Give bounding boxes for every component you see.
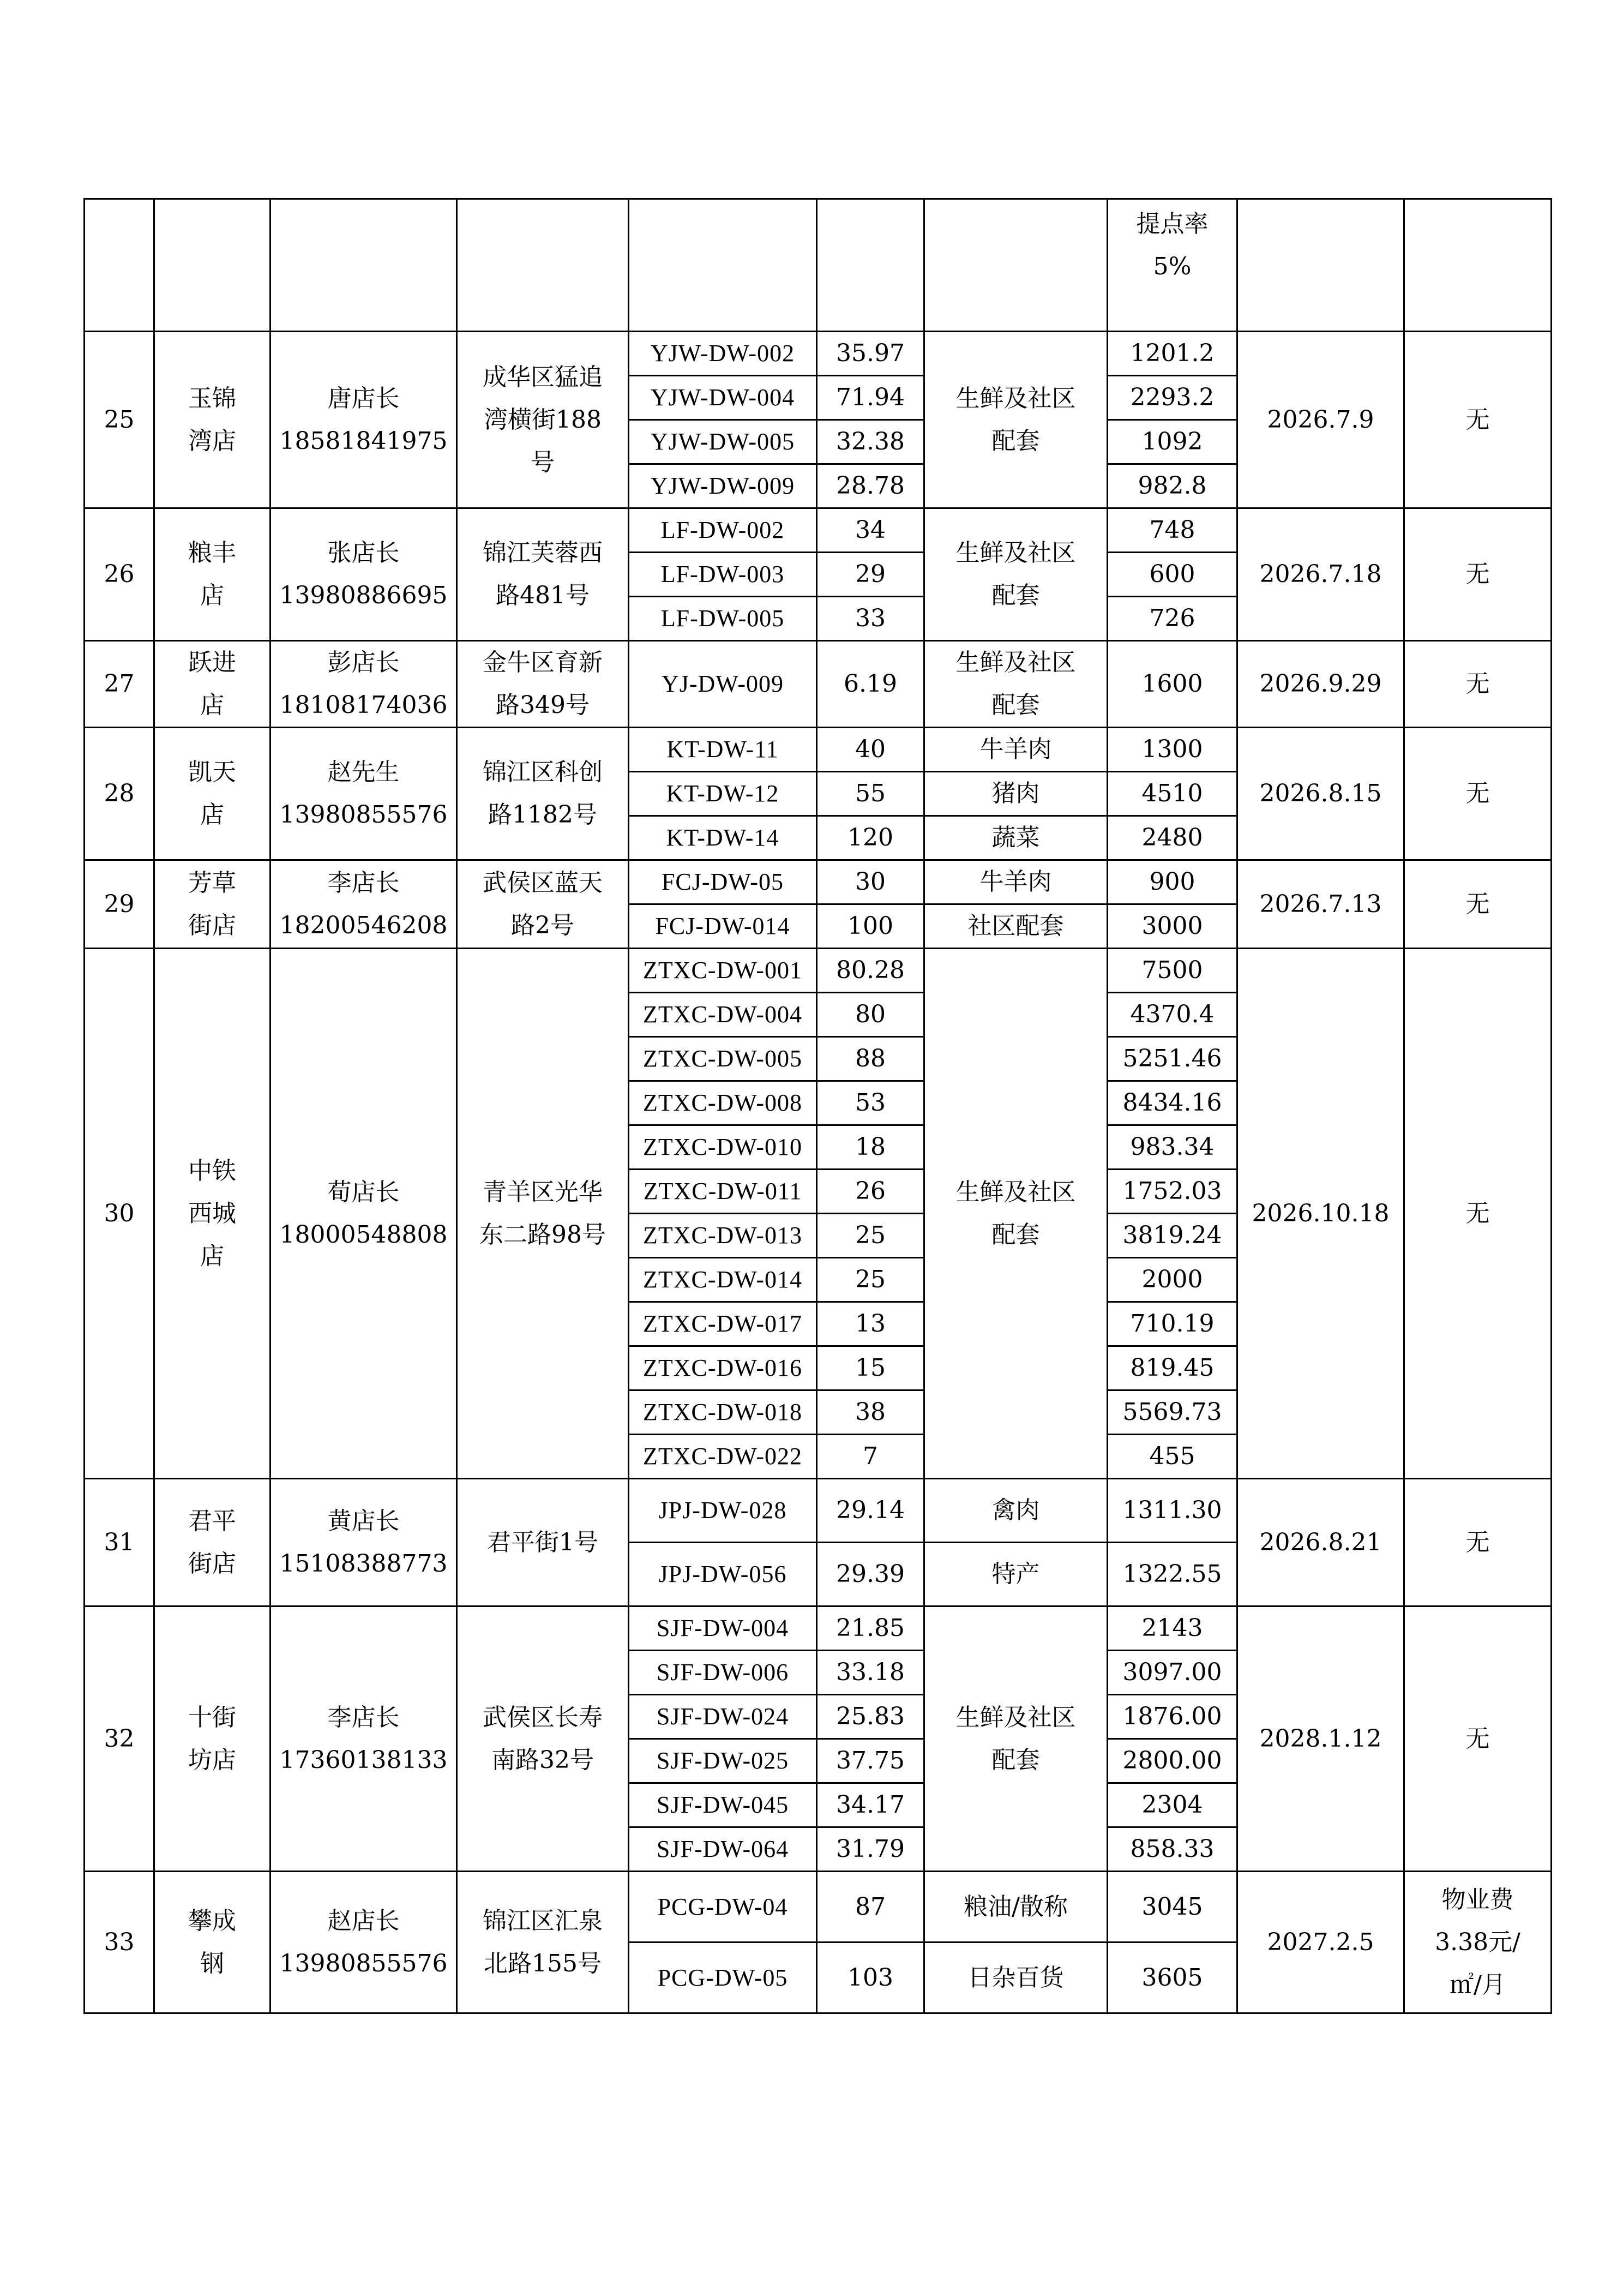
store-name: [154, 860, 270, 949]
unit-rent: 2000: [1108, 1258, 1237, 1302]
store-address-text: 武侯区长寿南路32号: [483, 1703, 603, 1774]
unit-code: ZTXC-DW-017: [629, 1302, 817, 1346]
manager-phone: 18581841975: [279, 427, 448, 455]
unit-code: FCJ-DW-014: [629, 904, 817, 949]
unit-rent: 983.34: [1108, 1125, 1237, 1170]
lease-expiry: 2026.10.18: [1237, 949, 1404, 1479]
unit-area: 13: [817, 1302, 924, 1346]
unit-code: SJF-DW-025: [629, 1739, 817, 1783]
store-address: [457, 860, 629, 949]
store-name: [154, 1479, 270, 1606]
manager-phone: 18200546208: [279, 911, 448, 939]
store-contact: [270, 1872, 457, 2013]
manager-phone: 17360138133: [279, 1746, 448, 1774]
store-address-text: 锦江区科创路1182号: [483, 758, 603, 829]
store-contact: [270, 332, 457, 508]
store-name-text: 君平街店: [188, 1507, 236, 1578]
table-row: [85, 508, 1552, 553]
store-number: 29: [85, 860, 154, 949]
store-number: 25: [85, 332, 154, 508]
lease-expiry: 2026.8.15: [1237, 728, 1404, 860]
unit-code: PCG-DW-04: [629, 1872, 817, 1943]
unit-code: ZTXC-DW-011: [629, 1170, 817, 1214]
unit-area: 29: [817, 553, 924, 597]
store-number: 33: [85, 1872, 154, 2013]
unit-area: 29.14: [817, 1479, 924, 1543]
store-name-text: 跃进店: [188, 649, 236, 719]
manager-name: 彭店长: [327, 649, 400, 676]
unit-code: LF-DW-002: [629, 508, 817, 553]
store-name: [154, 1872, 270, 2013]
unit-code: JPJ-DW-028: [629, 1479, 817, 1543]
business-category: 特产: [924, 1543, 1108, 1606]
unit-code: YJW-DW-004: [629, 376, 817, 420]
empty-cell: [817, 199, 924, 332]
unit-area: 25: [817, 1214, 924, 1258]
manager-name: 赵先生: [327, 758, 400, 786]
unit-rent: 2143: [1108, 1606, 1237, 1651]
unit-rent: 7500: [1108, 949, 1237, 993]
unit-code: SJF-DW-004: [629, 1606, 817, 1651]
table-body: [85, 199, 1552, 2013]
store-address-text: 锦江区汇泉北路155号: [483, 1907, 603, 1977]
store-address: [457, 728, 629, 860]
unit-area: 80: [817, 993, 924, 1037]
unit-rent: 748: [1108, 508, 1237, 553]
unit-area: 18: [817, 1125, 924, 1170]
business-category: 社区配套: [924, 904, 1108, 949]
store-contact: [270, 1479, 457, 1606]
remark-text: 无: [1465, 780, 1490, 807]
unit-area: 40: [817, 728, 924, 772]
unit-area: 55: [817, 772, 924, 816]
unit-rent: 1300: [1108, 728, 1237, 772]
lease-expiry: 2028.1.12: [1237, 1606, 1404, 1872]
lease-expiry: 2026.7.9: [1237, 332, 1404, 508]
unit-area: 88: [817, 1037, 924, 1081]
store-contact: [270, 860, 457, 949]
unit-code: ZTXC-DW-001: [629, 949, 817, 993]
unit-area: 15: [817, 1346, 924, 1390]
unit-rent: 858.33: [1108, 1827, 1237, 1872]
unit-code: SJF-DW-045: [629, 1783, 817, 1827]
store-address: [457, 949, 629, 1479]
unit-code: ZTXC-DW-005: [629, 1037, 817, 1081]
manager-phone: 15108388773: [279, 1549, 448, 1578]
store-contact: [270, 1606, 457, 1872]
business-category-text: 生鲜及社区配套: [955, 384, 1076, 455]
unit-code: ZTXC-DW-013: [629, 1214, 817, 1258]
remark-text: 无: [1465, 405, 1490, 434]
business-category: 牛羊肉: [924, 728, 1108, 772]
unit-rent: 1092: [1108, 420, 1237, 464]
store-name: [154, 641, 270, 728]
lease-expiry: 2027.2.5: [1237, 1872, 1404, 2013]
store-address-text: 青羊区光华东二路98号: [479, 1178, 606, 1249]
unit-code: ZTXC-DW-018: [629, 1390, 817, 1435]
business-category: [924, 1606, 1108, 1872]
business-category: 蔬菜: [924, 816, 1108, 860]
store-number: 26: [85, 508, 154, 641]
unit-code: ZTXC-DW-014: [629, 1258, 817, 1302]
store-name: [154, 728, 270, 860]
unit-code: SJF-DW-024: [629, 1695, 817, 1739]
store-contact: [270, 949, 457, 1479]
unit-rent: 3605: [1108, 1943, 1237, 2013]
store-name-text: 玉锦湾店: [188, 384, 236, 455]
store-number: 30: [85, 949, 154, 1479]
table-row: [85, 728, 1552, 772]
empty-cell: [924, 199, 1108, 332]
business-category: 粮油/散称: [924, 1872, 1108, 1943]
unit-area: 30: [817, 860, 924, 904]
unit-area: 34.17: [817, 1783, 924, 1827]
store-address: [457, 1479, 629, 1606]
remark-text: 无: [1465, 670, 1490, 698]
unit-code: KT-DW-14: [629, 816, 817, 860]
store-address-text: 武侯区蓝天路2号: [483, 868, 603, 939]
store-address: [457, 1872, 629, 2013]
unit-rent: 600: [1108, 553, 1237, 597]
unit-rent: 3045: [1108, 1872, 1237, 1943]
unit-area: 6.19: [817, 641, 924, 728]
store-name-text: 凯天店: [188, 758, 236, 829]
unit-area: 21.85: [817, 1606, 924, 1651]
store-address: [457, 332, 629, 508]
store-contact: [270, 508, 457, 641]
unit-rent: 1201.2: [1108, 332, 1237, 376]
business-category-text: 生鲜及社区配套: [955, 539, 1076, 609]
unit-area: 38: [817, 1390, 924, 1435]
unit-rent: 3000: [1108, 904, 1237, 949]
unit-area: 100: [817, 904, 924, 949]
business-category: 牛羊肉: [924, 860, 1108, 904]
business-category-text: 生鲜及社区配套: [955, 1178, 1076, 1249]
remark: [1404, 641, 1552, 728]
store-name-text: 中铁西城店: [188, 1156, 236, 1270]
remark: [1404, 508, 1552, 641]
store-contact: [270, 641, 457, 728]
unit-code: KT-DW-12: [629, 772, 817, 816]
store-name-text: 芳草街店: [188, 868, 236, 939]
store-lease-table: [83, 198, 1552, 2014]
table-row: [85, 1872, 1552, 1943]
unit-code: ZTXC-DW-010: [629, 1125, 817, 1170]
store-name-text: 攀成钢: [188, 1907, 236, 1977]
store-address-text: 锦江芙蓉西路481号: [483, 539, 603, 609]
remark: [1404, 1606, 1552, 1872]
manager-phone: 13980855576: [279, 1949, 448, 1977]
manager-name: 李店长: [327, 1703, 400, 1731]
unit-area: 28.78: [817, 464, 924, 508]
store-address-text: 君平街1号: [487, 1528, 598, 1556]
unit-rent: 819.45: [1108, 1346, 1237, 1390]
unit-rent: 2304: [1108, 1783, 1237, 1827]
header-continuation-row: [85, 199, 1552, 332]
business-category: [924, 508, 1108, 641]
unit-code: LF-DW-005: [629, 597, 817, 641]
manager-name: 赵店长: [327, 1907, 400, 1935]
unit-rent: 982.8: [1108, 464, 1237, 508]
unit-rent: 8434.16: [1108, 1081, 1237, 1125]
business-category: 猪肉: [924, 772, 1108, 816]
unit-area: 35.97: [817, 332, 924, 376]
unit-area: 26: [817, 1170, 924, 1214]
remark: [1404, 1479, 1552, 1606]
manager-phone: 13980855576: [279, 801, 448, 829]
store-number: 27: [85, 641, 154, 728]
remark-text: 物业费3.38元/㎡/月: [1435, 1885, 1520, 1999]
empty-cell: [1404, 199, 1552, 332]
unit-area: 33.18: [817, 1651, 924, 1695]
empty-cell: [1237, 199, 1404, 332]
unit-rent: 1600: [1108, 641, 1237, 728]
empty-cell: [457, 199, 629, 332]
unit-rent: 455: [1108, 1435, 1237, 1479]
store-address: [457, 641, 629, 728]
unit-area: 34: [817, 508, 924, 553]
unit-rent: 1322.55: [1108, 1543, 1237, 1606]
unit-area: 53: [817, 1081, 924, 1125]
table-row: [85, 860, 1552, 904]
unit-area: 7: [817, 1435, 924, 1479]
store-name: [154, 508, 270, 641]
table-row: [85, 332, 1552, 376]
business-category-text: 生鲜及社区配套: [955, 649, 1076, 719]
manager-name: 唐店长: [327, 384, 400, 412]
unit-area: 120: [817, 816, 924, 860]
remark-text: 无: [1465, 1528, 1490, 1556]
lease-expiry: 2026.7.18: [1237, 508, 1404, 641]
business-category: [924, 332, 1108, 508]
manager-name: 黄店长: [327, 1507, 400, 1535]
manager-phone: 18000548808: [279, 1220, 448, 1249]
table-row: [85, 949, 1552, 993]
unit-area: 87: [817, 1872, 924, 1943]
empty-cell: [629, 199, 817, 332]
manager-name: 张店长: [327, 539, 400, 567]
unit-rent: 4510: [1108, 772, 1237, 816]
unit-area: 25.83: [817, 1695, 924, 1739]
remark-text: 无: [1465, 1199, 1490, 1227]
business-category: 日杂百货: [924, 1943, 1108, 2013]
unit-rent: 1876.00: [1108, 1695, 1237, 1739]
remark: [1404, 860, 1552, 949]
store-number: 28: [85, 728, 154, 860]
unit-area: 25: [817, 1258, 924, 1302]
unit-code: YJW-DW-005: [629, 420, 817, 464]
lease-expiry: 2026.7.13: [1237, 860, 1404, 949]
unit-code: YJW-DW-009: [629, 464, 817, 508]
unit-rent: 3819.24: [1108, 1214, 1237, 1258]
unit-area: 37.75: [817, 1739, 924, 1783]
business-category: [924, 949, 1108, 1479]
unit-area: 32.38: [817, 420, 924, 464]
unit-rent: 2800.00: [1108, 1739, 1237, 1783]
remark-text: 无: [1465, 1724, 1490, 1753]
business-category: [924, 641, 1108, 728]
empty-cell: [270, 199, 457, 332]
table-row: [85, 1479, 1552, 1543]
empty-cell: [154, 199, 270, 332]
lease-expiry: 2026.8.21: [1237, 1479, 1404, 1606]
remark-text: 无: [1465, 560, 1490, 588]
remark: [1404, 949, 1552, 1479]
manager-name: 李店长: [327, 868, 400, 897]
unit-rent: 5569.73: [1108, 1390, 1237, 1435]
remark: [1404, 1872, 1552, 2013]
unit-rent: 3097.00: [1108, 1651, 1237, 1695]
unit-code: ZTXC-DW-004: [629, 993, 817, 1037]
store-name: [154, 1606, 270, 1872]
unit-area: 31.79: [817, 1827, 924, 1872]
unit-code: ZTXC-DW-016: [629, 1346, 817, 1390]
unit-code: FCJ-DW-05: [629, 860, 817, 904]
table-row: [85, 1606, 1552, 1651]
store-address: [457, 508, 629, 641]
store-name-text: 十街坊店: [188, 1703, 236, 1774]
unit-code: PCG-DW-05: [629, 1943, 817, 2013]
manager-phone: 13980886695: [279, 582, 448, 609]
business-category-text: 生鲜及社区配套: [955, 1703, 1076, 1774]
unit-rent: 710.19: [1108, 1302, 1237, 1346]
rate-header-cell: [1108, 199, 1237, 332]
unit-code: SJF-DW-006: [629, 1651, 817, 1695]
unit-code: LF-DW-003: [629, 553, 817, 597]
manager-name: 荀店长: [327, 1178, 400, 1206]
rate-value: 5%: [1153, 253, 1192, 280]
unit-area: 80.28: [817, 949, 924, 993]
unit-code: JPJ-DW-056: [629, 1543, 817, 1606]
unit-area: 71.94: [817, 376, 924, 420]
unit-rent: 2293.2: [1108, 376, 1237, 420]
unit-rent: 900: [1108, 860, 1237, 904]
store-address: [457, 1606, 629, 1872]
store-address-text: 金牛区育新路349号: [483, 649, 603, 719]
table-row: [85, 641, 1552, 728]
unit-area: 103: [817, 1943, 924, 2013]
store-address-text: 成华区猛追湾横街188号: [483, 363, 603, 476]
business-category: 禽肉: [924, 1479, 1108, 1543]
unit-area: 33: [817, 597, 924, 641]
store-name-text: 粮丰店: [188, 539, 236, 609]
remark: [1404, 728, 1552, 860]
store-number: 32: [85, 1606, 154, 1872]
store-name: [154, 949, 270, 1479]
store-number: 31: [85, 1479, 154, 1606]
unit-rent: 4370.4: [1108, 993, 1237, 1037]
empty-cell: [85, 199, 154, 332]
unit-rent: 1752.03: [1108, 1170, 1237, 1214]
unit-code: SJF-DW-064: [629, 1827, 817, 1872]
store-name: [154, 332, 270, 508]
remark-text: 无: [1465, 890, 1490, 918]
unit-rent: 1311.30: [1108, 1479, 1237, 1543]
unit-rent: 726: [1108, 597, 1237, 641]
lease-expiry: 2026.9.29: [1237, 641, 1404, 728]
remark: [1404, 332, 1552, 508]
unit-area: 29.39: [817, 1543, 924, 1606]
unit-code: YJW-DW-002: [629, 332, 817, 376]
unit-rent: 2480: [1108, 816, 1237, 860]
unit-code: YJ-DW-009: [629, 641, 817, 728]
unit-code: ZTXC-DW-008: [629, 1081, 817, 1125]
rate-label: 提点率: [1136, 210, 1209, 238]
store-contact: [270, 728, 457, 860]
manager-phone: 18108174036: [279, 691, 448, 719]
unit-code: KT-DW-11: [629, 728, 817, 772]
unit-code: ZTXC-DW-022: [629, 1435, 817, 1479]
unit-rent: 5251.46: [1108, 1037, 1237, 1081]
